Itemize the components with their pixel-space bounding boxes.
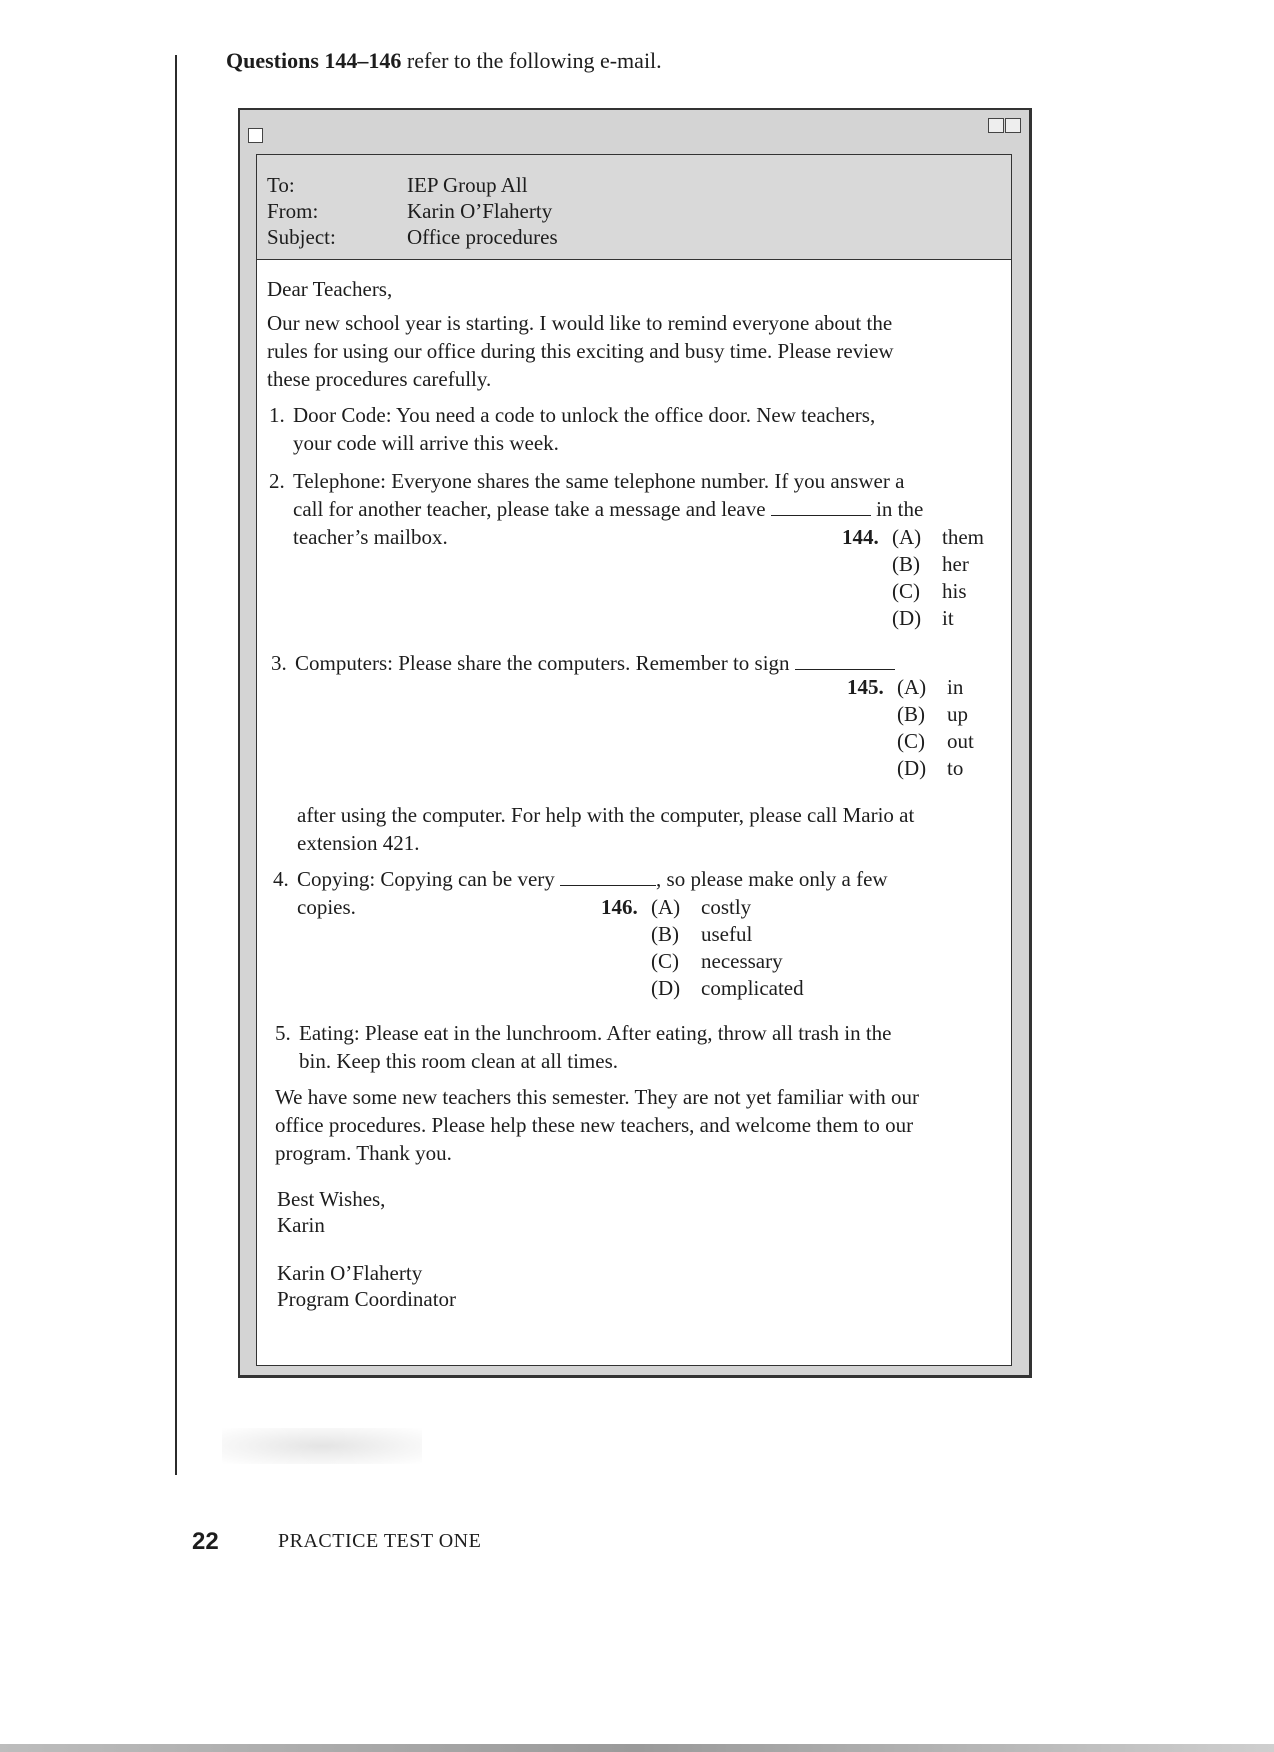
margin-rule: [175, 55, 177, 1475]
item-4-text-1b: , so please make only a few: [656, 867, 888, 891]
email-content: [256, 154, 1012, 1366]
option-text: up: [947, 702, 968, 726]
item-2-text-2a: call for another teacher, please take a message and leave: [293, 497, 766, 521]
option-144-c[interactable]: [892, 577, 967, 605]
option-145-d[interactable]: [897, 754, 963, 782]
option-text: in: [947, 675, 964, 699]
item-2-line-1: [269, 467, 904, 495]
item-4-text-1a: Copying: Copying can be very: [297, 867, 555, 891]
item-1-line-1: [269, 401, 875, 429]
closing-line-1: We have some new teachers this semester. They are not yet familiar with our: [275, 1085, 920, 1109]
signoff-name: Karin: [277, 1213, 325, 1237]
option-letter: (B): [892, 552, 920, 576]
option-146-c[interactable]: [651, 947, 783, 975]
option-145-a[interactable]: [897, 673, 963, 701]
item-2-text-2b: in the: [876, 497, 924, 521]
subject-row: [267, 225, 558, 250]
option-144-a[interactable]: [892, 523, 984, 551]
item-2-number: 2.: [269, 469, 285, 493]
option-146-d[interactable]: [651, 974, 804, 1002]
intro-line-1: Our new school year is starting. I would like to remind everyone about the: [267, 311, 893, 335]
to-label: To:: [267, 173, 295, 197]
option-letter: (A): [651, 895, 681, 919]
item-5-line-1: [275, 1019, 892, 1047]
option-letter: (D): [897, 756, 927, 780]
intro-line-2: rules for using our office during this exciting and busy time. Please review: [267, 339, 894, 363]
option-text: them: [942, 525, 984, 549]
option-letter: (B): [651, 922, 679, 946]
item-3-text: Computers: Please share the computers. Remember to sign: [295, 651, 790, 675]
closing-line-3: program. Thank you.: [275, 1141, 452, 1165]
option-text: his: [942, 579, 967, 603]
item-4-line-2: copies.: [297, 895, 356, 919]
scan-edge: [0, 1744, 1274, 1752]
option-145-c[interactable]: [897, 727, 974, 755]
greeting: Dear Teachers,: [267, 277, 393, 301]
window-close-box-icon: [248, 128, 263, 143]
from-label: From:: [267, 199, 319, 223]
to-row: [267, 173, 528, 198]
item-4-line-1: [273, 865, 888, 893]
item-3-line-1: [271, 649, 895, 677]
blank-145[interactable]: [795, 651, 895, 670]
intro-line-3: these procedures carefully.: [267, 367, 492, 391]
window-titlebar: [248, 116, 1021, 156]
option-text: it: [942, 606, 954, 630]
footer-label: PRACTICE TEST ONE: [278, 1530, 482, 1552]
question-range: Questions 144–146: [226, 48, 402, 73]
page-number: 22: [192, 1528, 219, 1555]
blank-144[interactable]: [771, 497, 871, 516]
item-1-number: 1.: [269, 403, 285, 427]
item-4-number: 4.: [273, 867, 289, 891]
option-letter: (C): [651, 949, 679, 973]
item-5-line-2: bin. Keep this room clean at all times.: [299, 1049, 618, 1073]
option-text: costly: [701, 895, 752, 919]
item-2-text: Telephone: Everyone shares the same telephone number. If you answer a: [293, 469, 905, 493]
signoff: Best Wishes,: [277, 1187, 386, 1211]
window-resize-icon: [987, 118, 1021, 134]
option-letter: (A): [892, 525, 922, 549]
option-text: to: [947, 756, 964, 780]
option-text: her: [942, 552, 969, 576]
item-3-number: 3.: [271, 651, 287, 675]
option-text: useful: [701, 922, 753, 946]
item-2-line-2: [293, 495, 923, 523]
option-text: necessary: [701, 949, 783, 973]
option-letter: (C): [892, 579, 920, 603]
item-1-text: Door Code: You need a code to unlock the office door. New teachers,: [293, 403, 876, 427]
option-letter: (A): [897, 675, 927, 699]
heading-text: refer to the following e-mail.: [401, 48, 662, 73]
option-letter: (C): [897, 729, 925, 753]
question-146-number: 146.: [601, 895, 638, 919]
email-header: [257, 155, 1011, 260]
signature-title: Program Coordinator: [277, 1287, 457, 1311]
from-row: [267, 199, 552, 224]
subject-label: Subject:: [267, 225, 336, 249]
option-letter: (D): [651, 976, 681, 1000]
question-145-number: 145.: [847, 675, 884, 699]
option-text: out: [947, 729, 974, 753]
option-letter: (B): [897, 702, 925, 726]
item-5-text: Eating: Please eat in the lunchroom. After eating, throw all trash in the: [299, 1021, 892, 1045]
scan-smudge: [222, 1428, 422, 1464]
option-144-d[interactable]: [892, 604, 954, 632]
subject-value: Office procedures: [407, 225, 558, 249]
question-144-number: 144.: [842, 525, 879, 549]
to-value: IEP Group All: [407, 173, 528, 197]
questions-heading: [226, 48, 662, 74]
item-3-after-line-2: extension 421.: [297, 831, 420, 855]
option-text: complicated: [701, 976, 804, 1000]
item-1-line-2: your code will arrive this week.: [293, 431, 559, 455]
email-window: [238, 108, 1032, 1378]
option-letter: (D): [892, 606, 922, 630]
blank-146[interactable]: [560, 867, 656, 886]
option-144-b[interactable]: [892, 550, 969, 578]
item-2-line-3: teacher’s mailbox.: [293, 525, 448, 549]
option-146-a[interactable]: [651, 893, 751, 921]
signature-name: Karin O’Flaherty: [277, 1261, 423, 1285]
item-5-number: 5.: [275, 1021, 291, 1045]
item-3-after-line-1: after using the computer. For help with the computer, please call Mario at: [297, 803, 915, 827]
option-145-b[interactable]: [897, 700, 968, 728]
closing-line-2: office procedures. Please help these new teachers, and welcome them to our: [275, 1113, 914, 1137]
from-value: Karin O’Flaherty: [407, 199, 553, 223]
option-146-b[interactable]: [651, 920, 752, 948]
